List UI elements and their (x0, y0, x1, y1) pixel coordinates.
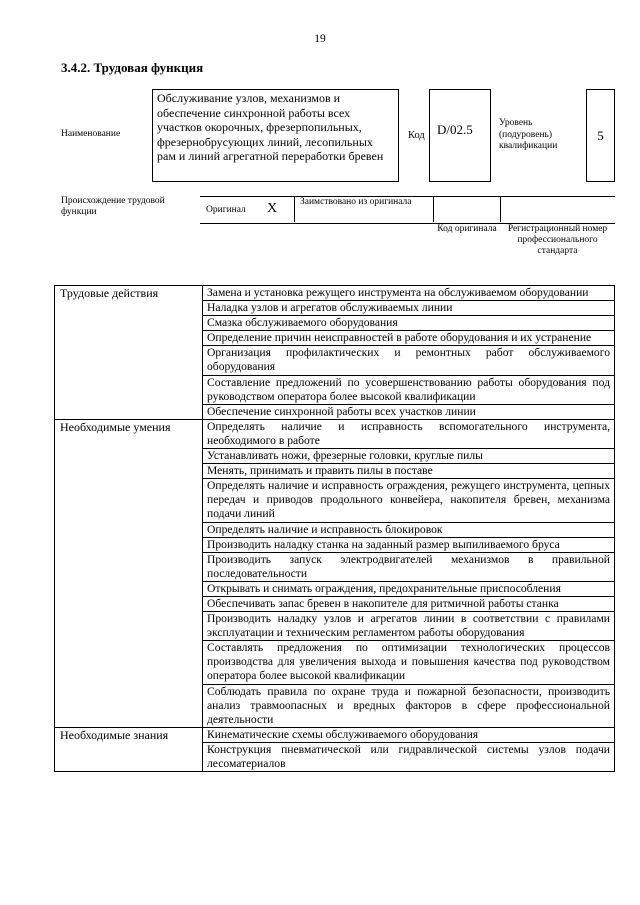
origin-label: Происхождение трудовой функции (61, 196, 165, 217)
list-item: Кинематические схемы обслуживаемого оборудования (203, 727, 615, 742)
name-label: Наименование (61, 129, 121, 139)
list-item: Открывать и снимать ограждения, предохранительные приспособления (203, 581, 615, 596)
list-item: Составление предложений по усовершенствованию работы оборудования под руководством оператора более высокой квалификации (203, 375, 615, 404)
list-item: Смазка обслуживаемого оборудования (203, 316, 615, 331)
list-item: Замена и установка режущего инструмента на обслуживаемом оборудовании (203, 286, 615, 301)
list-item: Обеспечивать запас бревен в накопителе для ритмичной работы станка (203, 596, 615, 611)
table-row (55, 419, 615, 448)
original-label: Оригинал (206, 205, 246, 215)
function-name-box (152, 89, 399, 182)
category-cell: Необходимые умения (55, 419, 203, 727)
list-item: Производить запуск электродвигателей механизмов в правильной последовательности (203, 552, 615, 581)
code-box (429, 89, 491, 182)
list-item: Определять наличие и исправность вспомогательного инструмента, необходимого в работе (203, 419, 615, 448)
list-item: Наладка узлов и агрегатов обслуживаемых линии (203, 301, 615, 316)
list-item: Производить наладку станка на заданный размер выпиливаемого бруса (203, 537, 615, 552)
borrowed-label: Заимствовано из оригинала (300, 197, 412, 207)
table-row (55, 286, 615, 301)
list-item: Определять наличие и исправность блокировок (203, 522, 615, 537)
function-name-value: Обслуживание узлов, механизмов и обеспечение синхронной работы всех участков окорочных, фрезерпопильных, фрезернобрусующих линий, лесопильных рам и линий агрегатной переработки бревен (157, 91, 384, 163)
section-title: 3.4.2. Трудовая функция (61, 60, 204, 75)
code-value: D/02.5 (437, 122, 473, 137)
list-item: Составлять предложения по оптимизации технологических процессов производства для увеличения выхода и повышения качества под руководством оператора более высокой квалификации (203, 641, 615, 684)
list-item: Производить наладку узлов и агрегатов линии в соответствии с правилами эксплуатации и техническим регламентом работы оборудования (203, 612, 615, 641)
code-label: Код (408, 130, 425, 141)
original-mark: X (267, 201, 278, 216)
list-item: Определение причин неисправностей в работе оборудования и их устранение (203, 331, 615, 346)
category-cell: Необходимые знания (55, 727, 203, 771)
level-box (586, 89, 615, 182)
list-item: Обеспечение синхронной работы всех участков линии (203, 404, 615, 419)
list-item: Организация профилактических и ремонтных работ обслуживаемого оборудования (203, 346, 615, 375)
list-item: Соблюдать правила по охране труда и пожарной безопасности, производить анализ травмоопасных и вредных факторов в сфере профессиональной деятельности (203, 684, 615, 727)
page-number: 19 (314, 33, 326, 45)
level-value: 5 (597, 128, 604, 143)
category-cell: Трудовые действия (55, 286, 203, 420)
requirements-table (54, 285, 615, 772)
code-original-caption: Код оригинала (437, 224, 497, 234)
table-row (55, 727, 615, 742)
list-item: Определять наличие и исправность ограждения, режущего инструмента, цепных передач и приводов продольного конвейера, накопителя бревен, механизма подачи линий (203, 479, 615, 522)
reg-number-caption: Регистрационный номер профессионального стандарта (507, 224, 608, 256)
list-item: Конструкция пневматической или гидравлической системы узлов подачи лесоматериалов (203, 742, 615, 771)
list-item: Менять, принимать и править пилы в поставе (203, 464, 615, 479)
origin-row (200, 196, 615, 224)
level-label: Уровень (подуровень) квалификации (499, 118, 558, 151)
list-item: Устанавливать ножи, фрезерные головки, круглые пилы (203, 449, 615, 464)
